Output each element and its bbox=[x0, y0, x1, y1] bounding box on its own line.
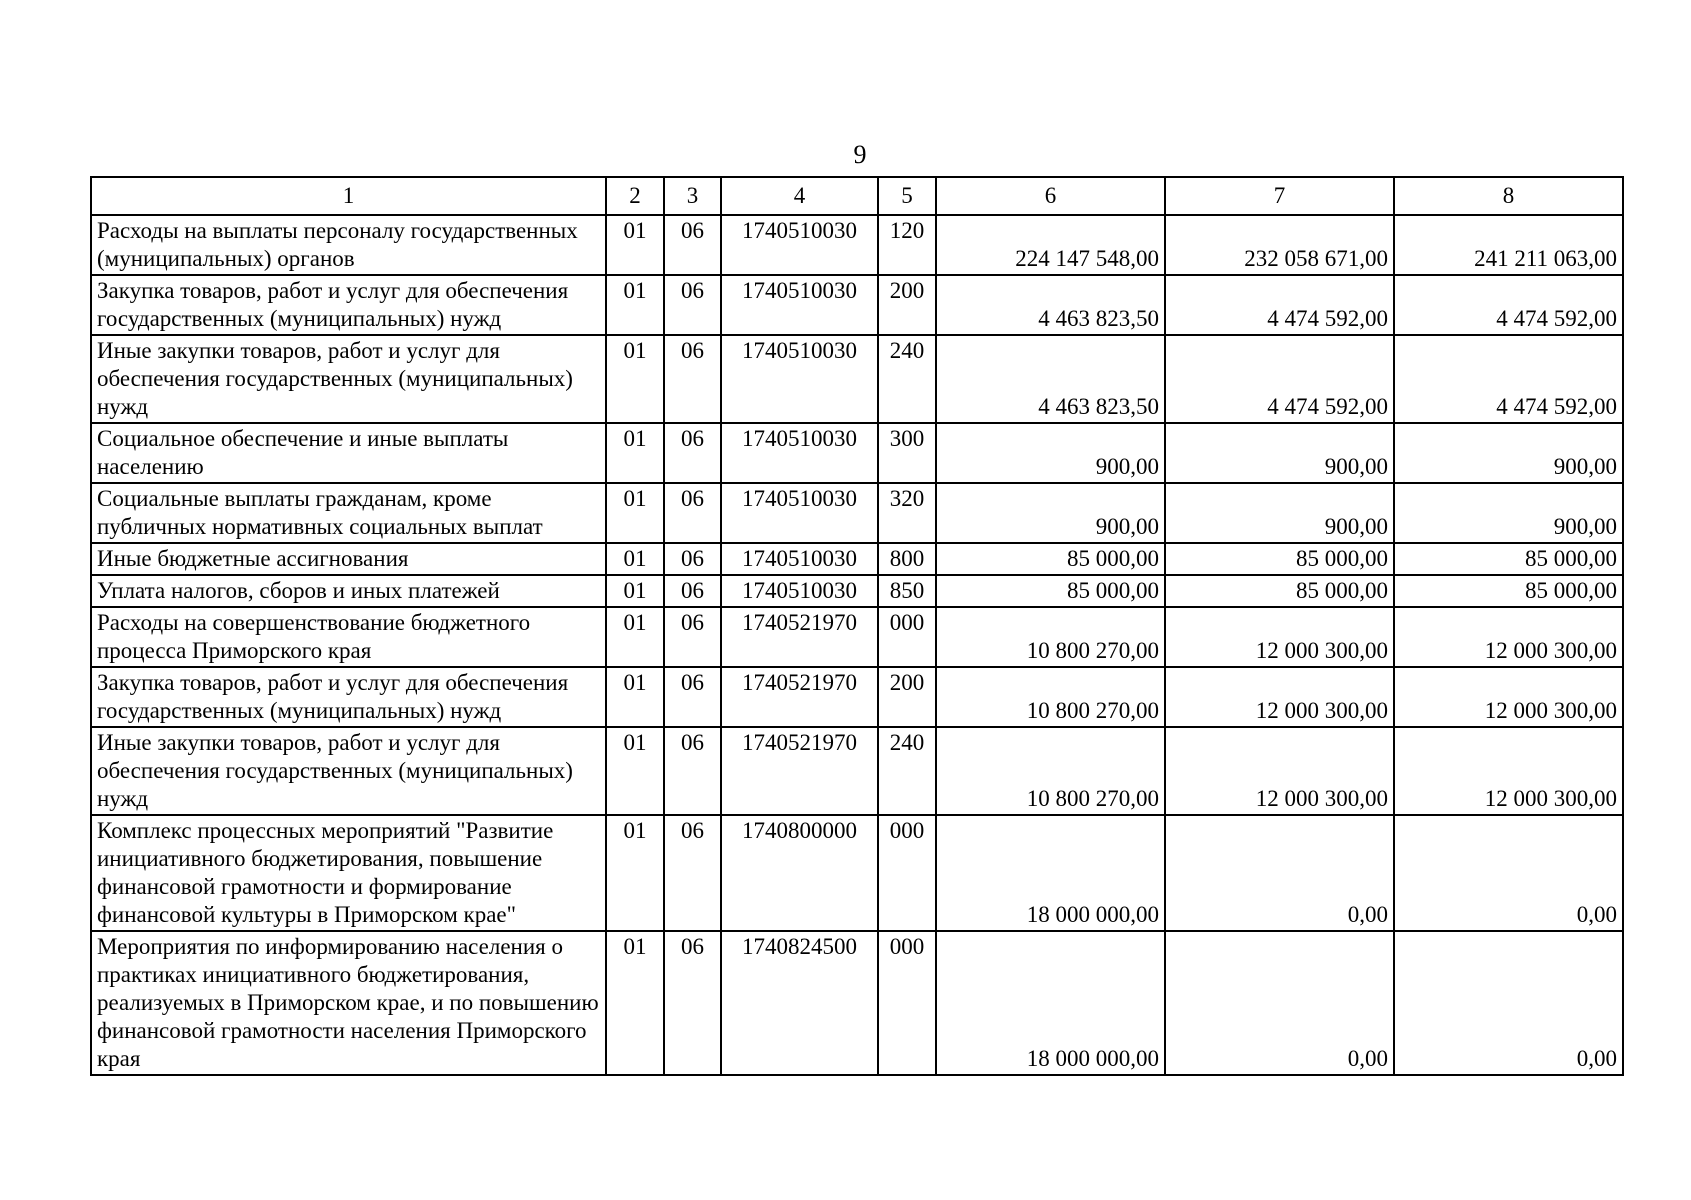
row-expense-type-cell: 000 bbox=[878, 607, 936, 667]
row-name-cell: Комплекс процессных мероприятий "Развитие инициативного бюджетирования, повышение финансовой грамотности и формирование финансовой культуры в Приморском крае" bbox=[91, 815, 606, 931]
row-expense-type-cell: 000 bbox=[878, 931, 936, 1075]
row-target-code-cell: 1740800000 bbox=[721, 815, 878, 931]
row-subsection-cell: 06 bbox=[664, 607, 721, 667]
row-section-cell: 01 bbox=[606, 543, 664, 575]
row-section-cell: 01 bbox=[606, 275, 664, 335]
row-target-code-cell: 1740510030 bbox=[721, 423, 878, 483]
row-amount-year3-cell: 900,00 bbox=[1394, 483, 1623, 543]
row-amount-year1-cell: 85 000,00 bbox=[936, 575, 1165, 607]
row-amount-year3-cell: 85 000,00 bbox=[1394, 543, 1623, 575]
row-target-code-cell: 1740510030 bbox=[721, 543, 878, 575]
header-cell-3: 3 bbox=[664, 177, 721, 215]
row-amount-year3-cell: 900,00 bbox=[1394, 423, 1623, 483]
row-amount-year1-cell: 224 147 548,00 bbox=[936, 215, 1165, 275]
row-amount-year2-cell: 85 000,00 bbox=[1165, 575, 1394, 607]
row-section-cell: 01 bbox=[606, 335, 664, 423]
row-amount-year2-cell: 12 000 300,00 bbox=[1165, 607, 1394, 667]
table-row bbox=[91, 815, 1623, 931]
table-row bbox=[91, 667, 1623, 727]
table-row bbox=[91, 727, 1623, 815]
row-expense-type-cell: 200 bbox=[878, 275, 936, 335]
row-expense-type-cell: 240 bbox=[878, 335, 936, 423]
row-amount-year1-cell: 4 463 823,50 bbox=[936, 275, 1165, 335]
row-section-cell: 01 bbox=[606, 727, 664, 815]
header-row bbox=[91, 177, 1623, 215]
row-name-cell: Социальное обеспечение и иные выплаты населению bbox=[91, 423, 606, 483]
row-name-cell: Иные закупки товаров, работ и услуг для обеспечения государственных (муниципальных) нужд bbox=[91, 335, 606, 423]
row-amount-year1-cell: 10 800 270,00 bbox=[936, 727, 1165, 815]
row-subsection-cell: 06 bbox=[664, 423, 721, 483]
row-amount-year3-cell: 12 000 300,00 bbox=[1394, 607, 1623, 667]
row-section-cell: 01 bbox=[606, 815, 664, 931]
row-amount-year2-cell: 12 000 300,00 bbox=[1165, 727, 1394, 815]
row-amount-year1-cell: 10 800 270,00 bbox=[936, 607, 1165, 667]
row-section-cell: 01 bbox=[606, 931, 664, 1075]
row-amount-year2-cell: 85 000,00 bbox=[1165, 543, 1394, 575]
row-subsection-cell: 06 bbox=[664, 483, 721, 543]
row-target-code-cell: 1740510030 bbox=[721, 483, 878, 543]
row-amount-year1-cell: 900,00 bbox=[936, 423, 1165, 483]
row-expense-type-cell: 120 bbox=[878, 215, 936, 275]
row-section-cell: 01 bbox=[606, 575, 664, 607]
row-amount-year2-cell: 900,00 bbox=[1165, 423, 1394, 483]
row-subsection-cell: 06 bbox=[664, 815, 721, 931]
row-amount-year1-cell: 85 000,00 bbox=[936, 543, 1165, 575]
row-amount-year3-cell: 0,00 bbox=[1394, 931, 1623, 1075]
row-amount-year3-cell: 12 000 300,00 bbox=[1394, 727, 1623, 815]
row-name-cell: Закупка товаров, работ и услуг для обеспечения государственных (муниципальных) нужд bbox=[91, 667, 606, 727]
table-row bbox=[91, 335, 1623, 423]
row-amount-year3-cell: 0,00 bbox=[1394, 815, 1623, 931]
row-amount-year3-cell: 4 474 592,00 bbox=[1394, 275, 1623, 335]
row-target-code-cell: 1740521970 bbox=[721, 667, 878, 727]
row-target-code-cell: 1740824500 bbox=[721, 931, 878, 1075]
row-expense-type-cell: 850 bbox=[878, 575, 936, 607]
row-section-cell: 01 bbox=[606, 483, 664, 543]
row-amount-year1-cell: 4 463 823,50 bbox=[936, 335, 1165, 423]
row-amount-year3-cell: 85 000,00 bbox=[1394, 575, 1623, 607]
row-amount-year2-cell: 0,00 bbox=[1165, 931, 1394, 1075]
row-amount-year2-cell: 4 474 592,00 bbox=[1165, 335, 1394, 423]
table-row bbox=[91, 275, 1623, 335]
row-name-cell: Мероприятия по информированию населения о практиках инициативного бюджетирования, реализуемых в Приморском крае, и по повышению финансовой грамотности населения Приморского края bbox=[91, 931, 606, 1075]
row-subsection-cell: 06 bbox=[664, 543, 721, 575]
table-row bbox=[91, 575, 1623, 607]
row-section-cell: 01 bbox=[606, 215, 664, 275]
row-subsection-cell: 06 bbox=[664, 727, 721, 815]
row-expense-type-cell: 000 bbox=[878, 815, 936, 931]
row-amount-year1-cell: 10 800 270,00 bbox=[936, 667, 1165, 727]
header-cell-8: 8 bbox=[1394, 177, 1623, 215]
row-subsection-cell: 06 bbox=[664, 667, 721, 727]
row-name-cell: Иные закупки товаров, работ и услуг для обеспечения государственных (муниципальных) нужд bbox=[91, 727, 606, 815]
row-name-cell: Расходы на выплаты персоналу государственных (муниципальных) органов bbox=[91, 215, 606, 275]
row-subsection-cell: 06 bbox=[664, 335, 721, 423]
row-section-cell: 01 bbox=[606, 423, 664, 483]
row-amount-year3-cell: 241 211 063,00 bbox=[1394, 215, 1623, 275]
row-target-code-cell: 1740510030 bbox=[721, 335, 878, 423]
row-target-code-cell: 1740521970 bbox=[721, 727, 878, 815]
row-subsection-cell: 06 bbox=[664, 931, 721, 1075]
row-name-cell: Иные бюджетные ассигнования bbox=[91, 543, 606, 575]
row-amount-year2-cell: 12 000 300,00 bbox=[1165, 667, 1394, 727]
row-name-cell: Закупка товаров, работ и услуг для обеспечения государственных (муниципальных) нужд bbox=[91, 275, 606, 335]
row-expense-type-cell: 320 bbox=[878, 483, 936, 543]
row-subsection-cell: 06 bbox=[664, 215, 721, 275]
row-subsection-cell: 06 bbox=[664, 275, 721, 335]
row-name-cell: Уплата налогов, сборов и иных платежей bbox=[91, 575, 606, 607]
row-amount-year1-cell: 18 000 000,00 bbox=[936, 815, 1165, 931]
row-amount-year1-cell: 900,00 bbox=[936, 483, 1165, 543]
row-target-code-cell: 1740510030 bbox=[721, 215, 878, 275]
row-target-code-cell: 1740510030 bbox=[721, 275, 878, 335]
header-cell-1: 1 bbox=[91, 177, 606, 215]
row-amount-year2-cell: 4 474 592,00 bbox=[1165, 275, 1394, 335]
row-expense-type-cell: 800 bbox=[878, 543, 936, 575]
row-section-cell: 01 bbox=[606, 667, 664, 727]
row-section-cell: 01 bbox=[606, 607, 664, 667]
row-name-cell: Расходы на совершенствование бюджетного процесса Приморского края bbox=[91, 607, 606, 667]
row-target-code-cell: 1740510030 bbox=[721, 575, 878, 607]
table-row bbox=[91, 543, 1623, 575]
row-amount-year1-cell: 18 000 000,00 bbox=[936, 931, 1165, 1075]
header-cell-7: 7 bbox=[1165, 177, 1394, 215]
row-amount-year2-cell: 232 058 671,00 bbox=[1165, 215, 1394, 275]
table-row bbox=[91, 423, 1623, 483]
row-expense-type-cell: 300 bbox=[878, 423, 936, 483]
header-cell-6: 6 bbox=[936, 177, 1165, 215]
row-expense-type-cell: 200 bbox=[878, 667, 936, 727]
row-amount-year3-cell: 12 000 300,00 bbox=[1394, 667, 1623, 727]
header-cell-5: 5 bbox=[878, 177, 936, 215]
row-name-cell: Социальные выплаты гражданам, кроме публичных нормативных социальных выплат bbox=[91, 483, 606, 543]
header-cell-4: 4 bbox=[721, 177, 878, 215]
table-row bbox=[91, 483, 1623, 543]
budget-table bbox=[90, 176, 1624, 1076]
table-row bbox=[91, 215, 1623, 275]
row-target-code-cell: 1740521970 bbox=[721, 607, 878, 667]
header-cell-2: 2 bbox=[606, 177, 664, 215]
row-subsection-cell: 06 bbox=[664, 575, 721, 607]
row-amount-year3-cell: 4 474 592,00 bbox=[1394, 335, 1623, 423]
table-row bbox=[91, 607, 1623, 667]
row-expense-type-cell: 240 bbox=[878, 727, 936, 815]
page-number: 9 bbox=[853, 140, 867, 169]
row-amount-year2-cell: 900,00 bbox=[1165, 483, 1394, 543]
row-amount-year2-cell: 0,00 bbox=[1165, 815, 1394, 931]
table-row bbox=[91, 931, 1623, 1075]
